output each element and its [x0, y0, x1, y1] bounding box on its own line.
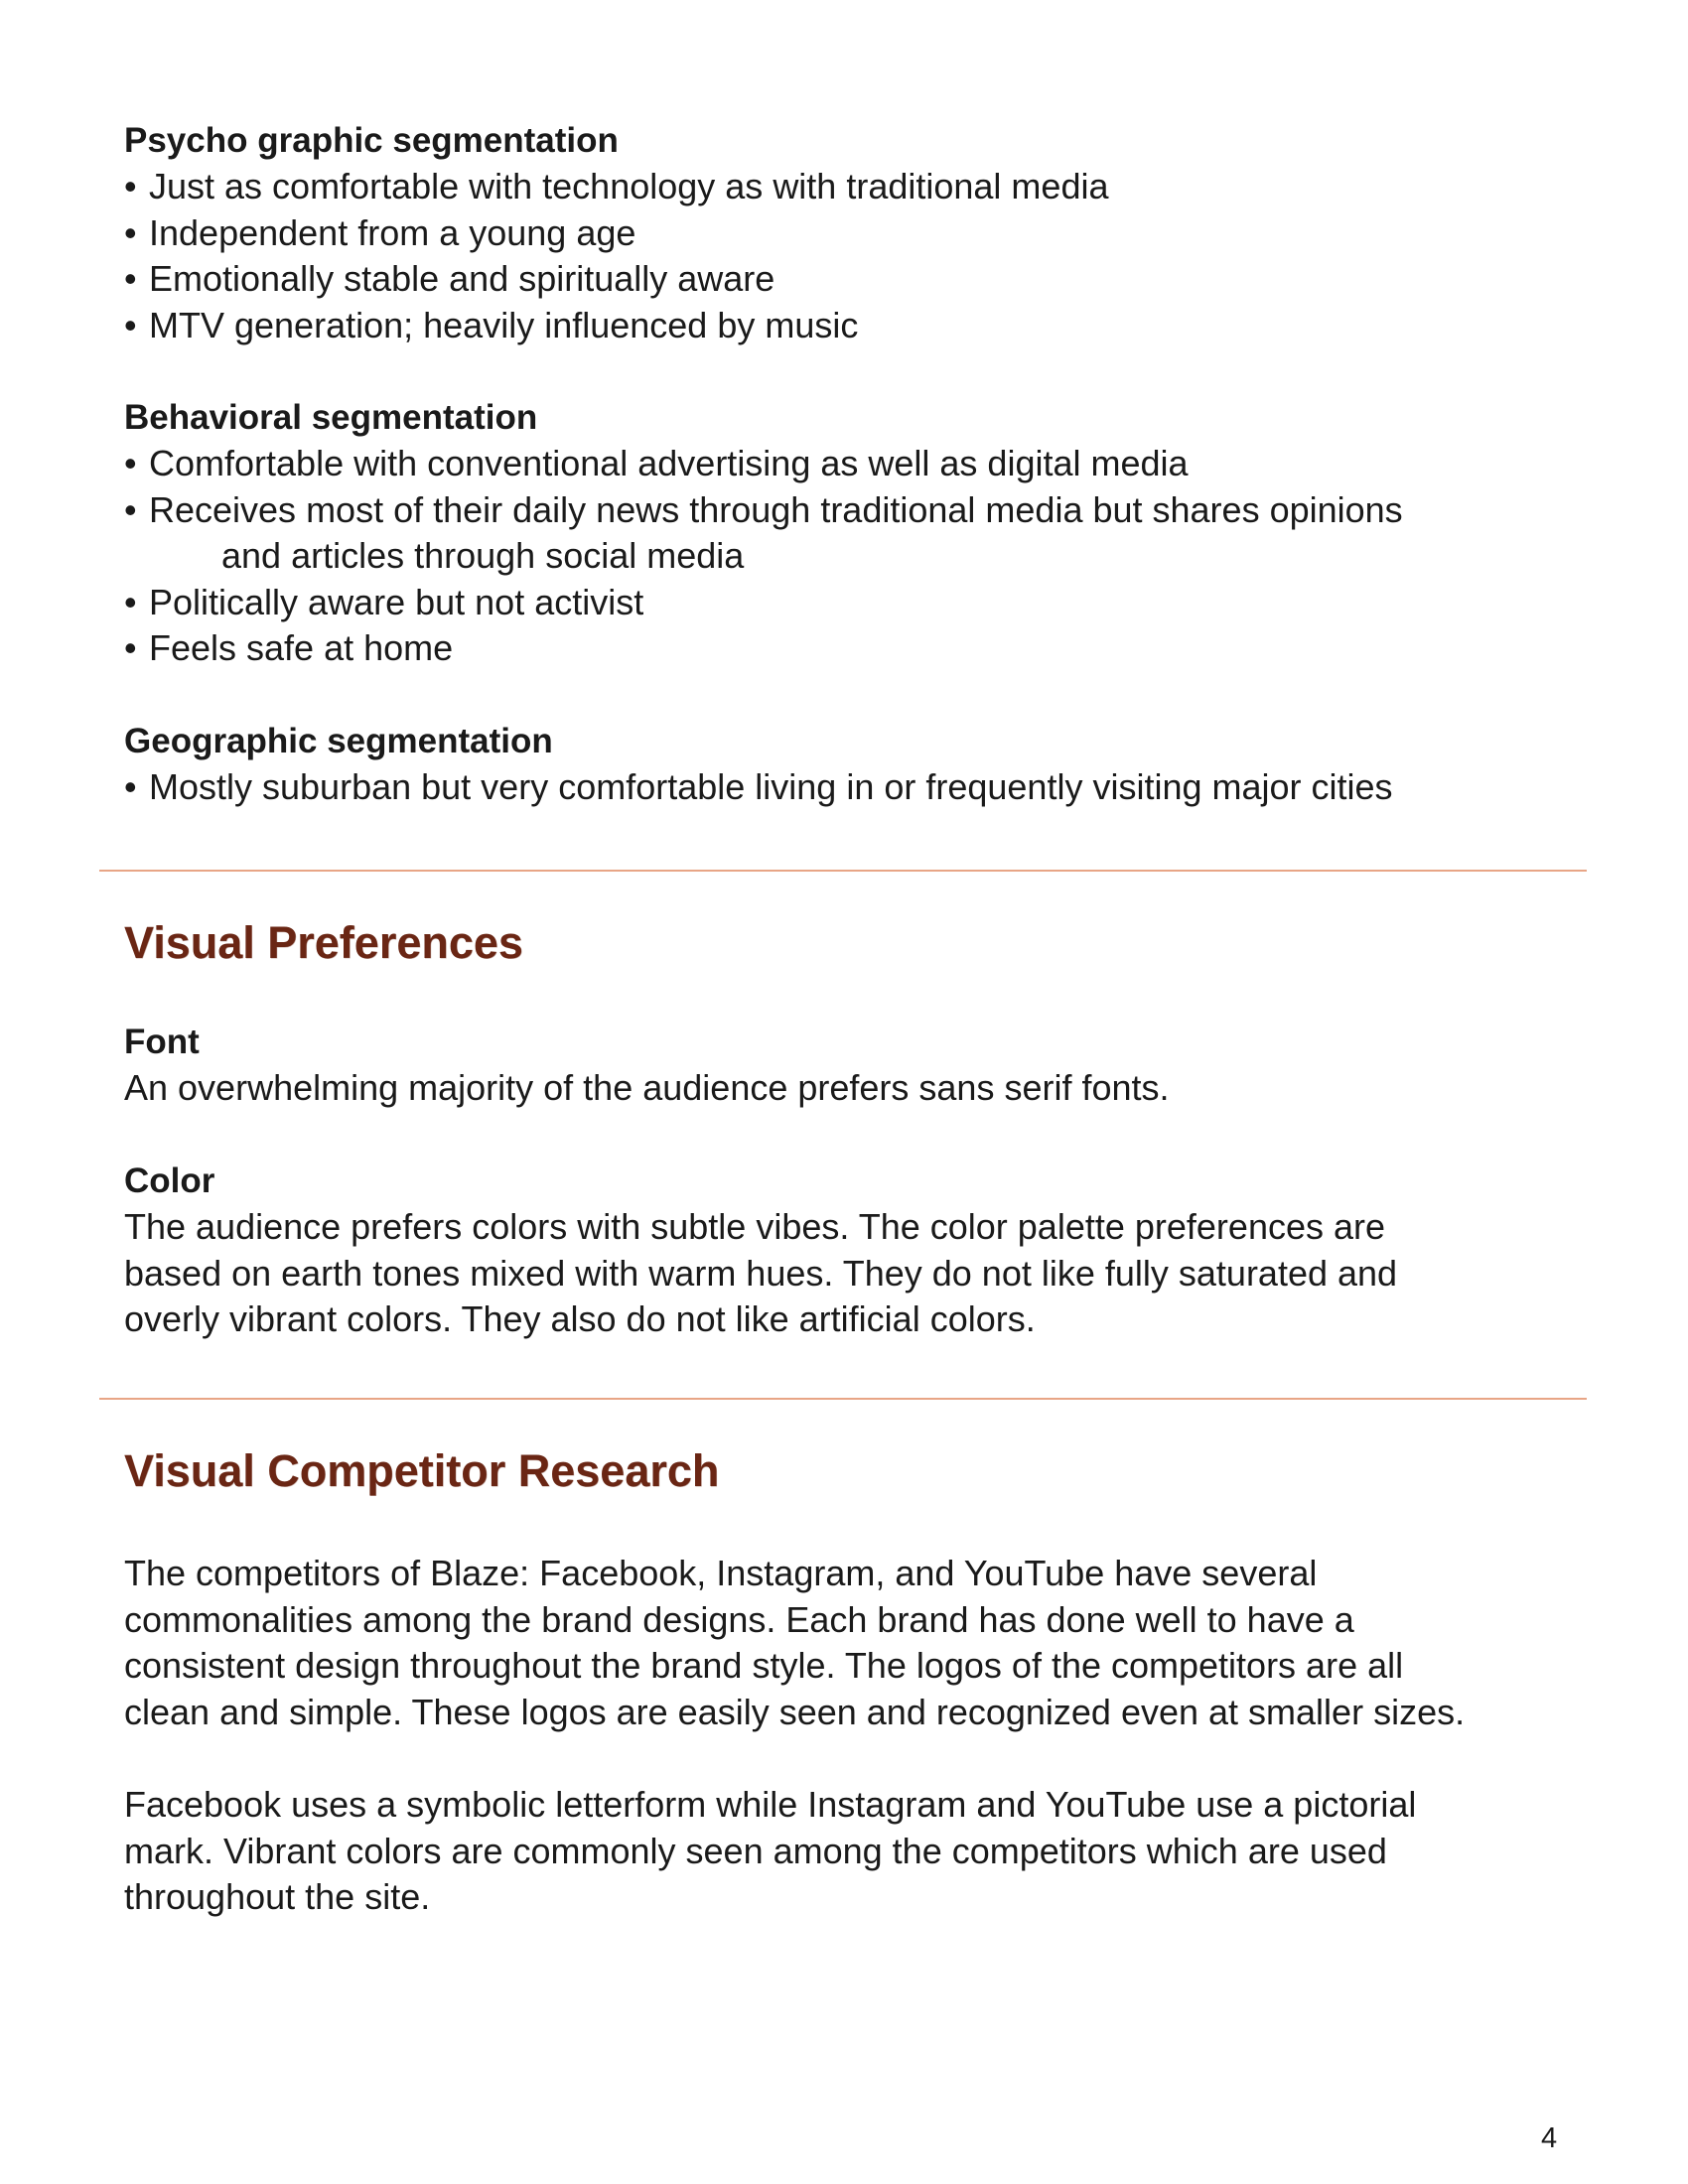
behavioral-list: [124, 441, 1574, 672]
font-text: An overwhelming majority of the audience prefers sans serif fonts.: [124, 1067, 1170, 1108]
list-item-text: Mostly suburban but very comfortable living in or frequently visiting major cities: [149, 765, 1393, 807]
color-text-line: overly vibrant colors. They also do not like artificial colors.: [124, 1298, 1036, 1339]
list-item-text: MTV generation; heavily influenced by music: [149, 304, 859, 345]
color-text-line: The audience prefers colors with subtle vibes. The color palette preferences are: [124, 1206, 1386, 1247]
bullet-icon: •: [124, 765, 137, 807]
geographic-heading: Geographic segmentation: [124, 721, 553, 760]
bullet-icon: •: [124, 304, 137, 345]
competitor-research-title: Visual Competitor Research: [124, 1445, 720, 1496]
list-item: [124, 256, 1574, 303]
bullet-icon: •: [124, 443, 137, 483]
list-item: [124, 487, 1574, 580]
paragraph-line: Facebook uses a symbolic letterform while Instagram and YouTube use a pictorial: [124, 1784, 1417, 1825]
paragraph-line: The competitors of Blaze: Facebook, Instagram, and YouTube have several: [124, 1553, 1318, 1593]
bullet-icon: •: [124, 166, 137, 206]
list-item-text: Just as comfortable with technology as with traditional media: [149, 166, 1109, 206]
list-item: [124, 580, 1574, 626]
list-item-continuation: and articles through social media: [221, 535, 745, 576]
paragraph-line: consistent design throughout the brand style. The logos of the competitors are all: [124, 1645, 1404, 1686]
psychographic-list: [124, 164, 1574, 348]
visual-preferences-title: Visual Preferences: [124, 917, 523, 968]
psychographic-heading: Psycho graphic segmentation: [124, 121, 619, 160]
bullet-icon: •: [124, 211, 137, 253]
competitor-paragraph-1: [124, 1551, 1584, 1735]
list-item-text: Independent from a young age: [149, 211, 636, 253]
list-item-text: Receives most of their daily news through traditional media but shares opinions: [149, 488, 1403, 530]
behavioral-heading: Behavioral segmentation: [124, 398, 538, 437]
list-item: [124, 764, 1574, 811]
page-number: 4: [1541, 2122, 1558, 2154]
color-preference-block: [124, 1158, 1584, 1343]
bullet-icon: •: [124, 627, 137, 668]
paragraph-line: throughout the site.: [124, 1876, 431, 1917]
section-divider: [99, 870, 1587, 872]
geographic-list: [124, 764, 1574, 811]
font-heading: Font: [124, 1023, 200, 1061]
competitor-paragraph-2: [124, 1782, 1584, 1921]
list-item: [124, 164, 1574, 210]
color-heading: Color: [124, 1161, 215, 1200]
paragraph-line: commonalities among the brand designs. Each brand has done well to have a: [124, 1598, 1354, 1640]
list-item: [124, 441, 1574, 487]
list-item-text: Feels safe at home: [149, 627, 454, 668]
bullet-icon: •: [124, 258, 137, 299]
section-divider: [99, 1398, 1587, 1400]
list-item: [124, 210, 1574, 257]
segmentation-section: [124, 117, 1574, 810]
list-item-text: Emotionally stable and spiritually aware: [149, 258, 775, 299]
list-item: [124, 303, 1574, 349]
paragraph-line: mark. Vibrant colors are commonly seen among the competitors which are used: [124, 1830, 1387, 1871]
bullet-icon: •: [124, 581, 137, 622]
list-item-text: Comfortable with conventional advertising as well as digital media: [149, 443, 1189, 483]
paragraph-line: clean and simple. These logos are easily seen and recognized even at smaller sizes.: [124, 1691, 1466, 1732]
list-item: [124, 625, 1574, 672]
font-preference-block: [124, 1019, 1584, 1112]
bullet-icon: •: [124, 488, 137, 530]
list-item-text: Politically aware but not activist: [149, 581, 644, 622]
color-text-line: based on earth tones mixed with warm hues. They do not like fully saturated and: [124, 1252, 1398, 1294]
